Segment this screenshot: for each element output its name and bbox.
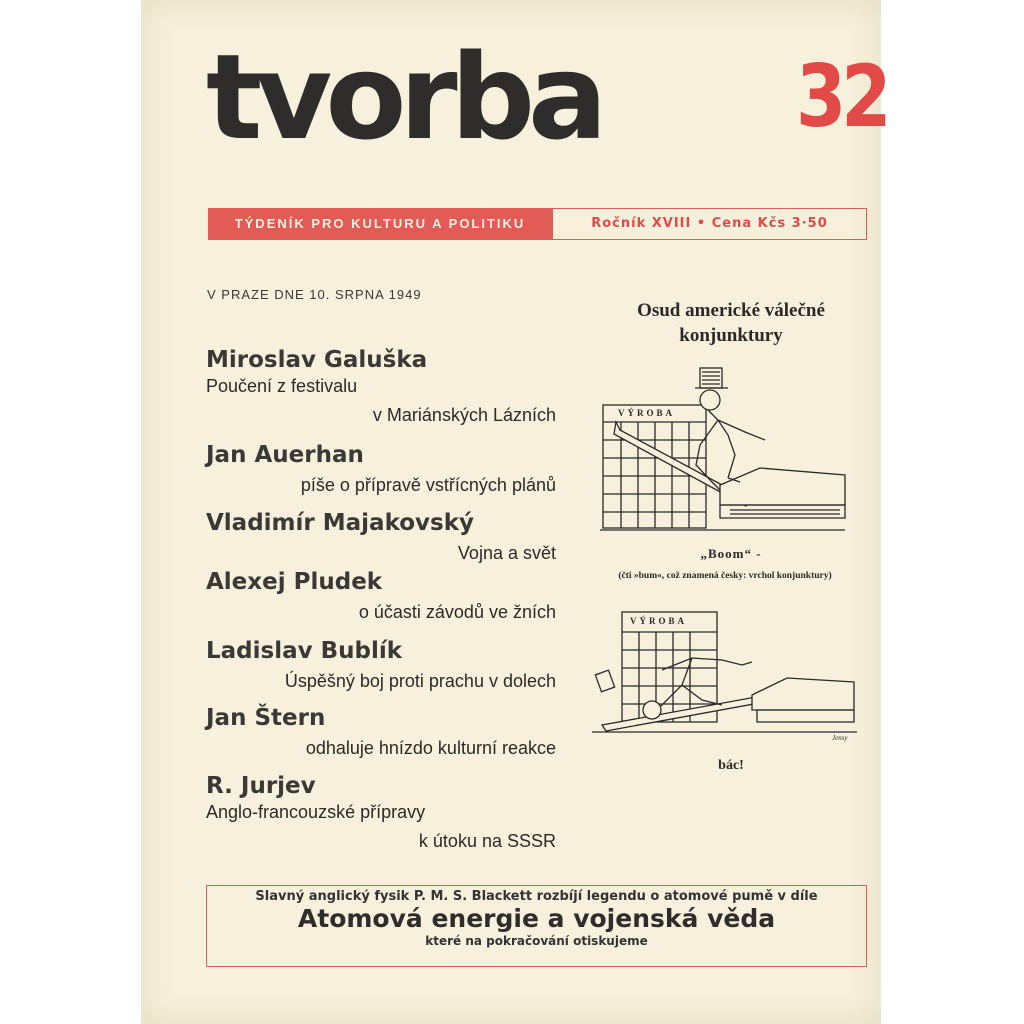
entry-title: Anglo-francouzské přípravy xyxy=(206,802,426,822)
entry-title: v Mariánských Lázních xyxy=(372,405,556,425)
banner-price: Ročník XVIII • Cena Kčs 3·50 xyxy=(552,208,867,240)
cartoon-caption: „Boom“ - xyxy=(700,546,762,561)
entry-author: R. Jurjev xyxy=(206,773,316,799)
entry-title: píše o přípravě vstřícných plánů xyxy=(300,475,556,495)
contents-entry xyxy=(206,347,556,428)
contents-entry xyxy=(206,773,556,854)
entry-title: Vojna a svět xyxy=(457,543,556,563)
feature-title: Atomová energie a vojenská věda xyxy=(297,904,776,933)
artist-signature: Jensy xyxy=(832,734,848,742)
entry-author: Miroslav Galuška xyxy=(206,347,428,373)
masthead-title: tvorba xyxy=(206,28,601,166)
cartoon-caption: bác! xyxy=(718,758,744,773)
dateline: V PRAZE DNE 10. SRPNA 1949 xyxy=(207,287,422,302)
cartoon-title xyxy=(596,298,866,348)
entry-author: Jan Auerhan xyxy=(206,442,364,468)
entry-author: Ladislav Bublík xyxy=(206,638,403,664)
cartoon-panel-boom xyxy=(600,360,850,535)
entry-title: o účasti závodů ve žních xyxy=(358,602,556,622)
feature-intro: Slavný anglický fysik P. M. S. Blackett rozbíjí legendu o atomové pumě v díle xyxy=(255,889,818,904)
entry-title: k útoku na SSSR xyxy=(418,831,556,851)
cartoon-panel-crash xyxy=(592,610,862,745)
cartoon-caption-note: (čti »bum«, což znamená česky: vrchol konjunktury) xyxy=(618,571,832,581)
feature-box xyxy=(206,885,867,967)
entry-author: Jan Štern xyxy=(206,705,326,731)
entry-title: Úspěšný boj proti prachu v dolech xyxy=(284,671,556,691)
feature-note: které na pokračování otiskujeme xyxy=(425,934,648,948)
entry-title: Poučení z festivalu xyxy=(206,376,358,396)
entry-author: Alexej Pludek xyxy=(206,569,383,595)
contents-entry xyxy=(206,569,556,625)
contents-entry xyxy=(206,638,556,694)
entry-title: odhaluje hnízdo kulturní reakce xyxy=(305,738,556,758)
contents-entry xyxy=(206,705,556,761)
production-sign: VÝROBA xyxy=(630,616,688,626)
entry-author: Vladimír Majakovský xyxy=(206,510,475,536)
cartoon-title-line: Osud americké válečné xyxy=(637,300,825,321)
contents-entry xyxy=(206,442,556,498)
production-sign: VÝROBA xyxy=(618,408,676,418)
contents-entry xyxy=(206,510,556,566)
cartoon-title-line: konjunktury xyxy=(679,325,783,346)
banner-subtitle: TÝDENÍK PRO KULTURU A POLITIKU xyxy=(208,208,552,240)
issue-number: 32 xyxy=(796,47,887,147)
